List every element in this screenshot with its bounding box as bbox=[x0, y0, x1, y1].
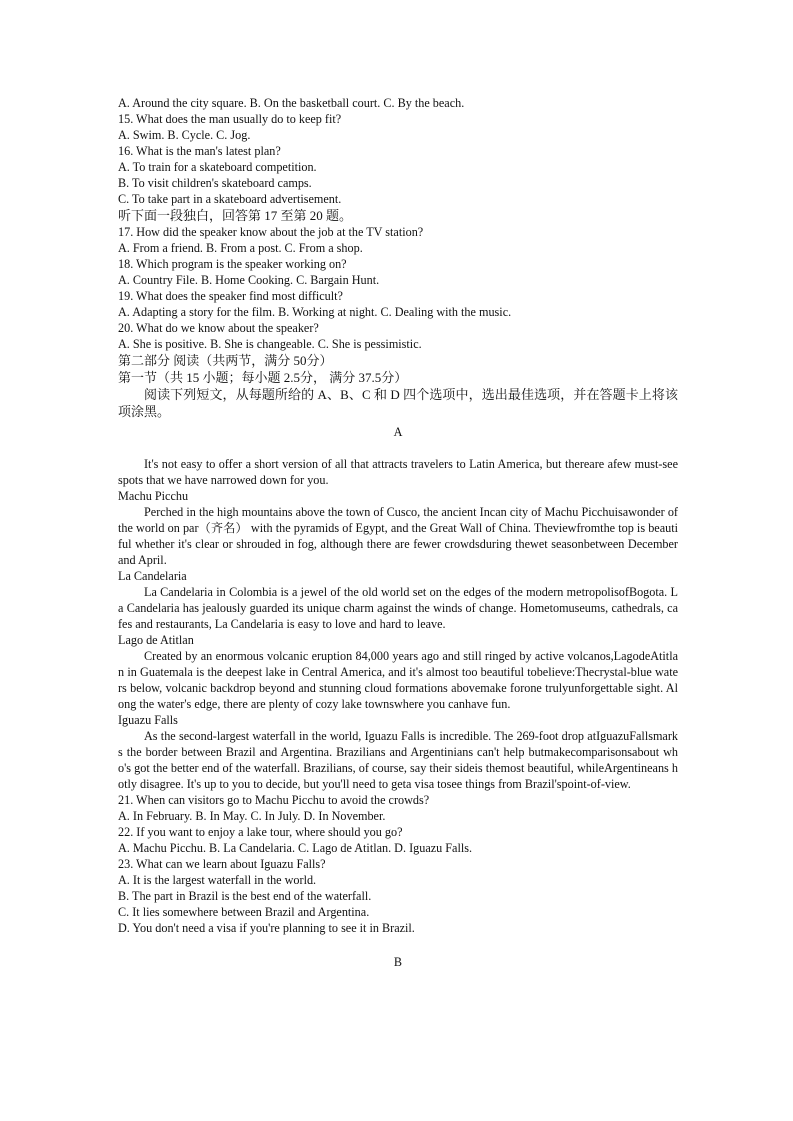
answer-option-q16-b: B. To visit children's skateboard camps. bbox=[118, 176, 312, 190]
answer-options-q21: A. In February. B. In May. C. In July. D. In November. bbox=[118, 809, 386, 823]
answer-options-q22: A. Machu Picchu. B. La Candelaria. C. Lago de Atitlan. D. Iguazu Falls. bbox=[118, 841, 473, 855]
answer-options-q17: A. From a friend. B. From a post. C. From a shop. bbox=[118, 241, 363, 255]
answer-options-q19: A. Adapting a story for the film. B. Working at night. C. Dealing with the music. bbox=[118, 305, 512, 319]
exam-page bbox=[118, 95, 678, 970]
section-heading-iguazu-falls: Iguazu Falls bbox=[118, 713, 178, 727]
section-text-machu-picchu: Perched in the high mountains above the town of Cusco, the ancient Incan city of Machu Picchuisawonder of the world on par（齐名） with the pyramids of Egypt, and the Great Wall of China. Theviewfromthe top is beautiful whether it's clear or shrouded in fog, although there are fewer crowdsduring thewet seasonbetween December and April. bbox=[118, 505, 678, 567]
section-heading-lago-de-atitlan: Lago de Atitlan bbox=[118, 633, 194, 647]
section-heading-la-candelaria: La Candelaria bbox=[118, 569, 187, 583]
passage-a bbox=[118, 456, 678, 792]
answer-options-q20: A. She is positive. B. She is changeable. C. She is pessimistic. bbox=[118, 337, 422, 351]
section-heading-machu-picchu: Machu Picchu bbox=[118, 489, 189, 503]
passage-a-label: A bbox=[393, 425, 403, 439]
passage-a-intro: It's not easy to offer a short version of all that attracts travelers to Latin America, but thereare afew must-see spots that we have narrowed down for you. bbox=[118, 457, 678, 487]
part2-heading: 第二部分 阅读（共两节，满分 50分） bbox=[118, 353, 333, 368]
question-20: 20. What do we know about the speaker? bbox=[118, 321, 319, 335]
question-16: 16. What is the man's latest plan? bbox=[118, 144, 281, 158]
question-15: 15. What does the man usually do to keep fit? bbox=[118, 112, 342, 126]
reading-instruction: 阅读下列短文，从每题所给的 A、B、C 和 D 四个选项中，选出最佳选项，并在答题卡上将该项涂黑。 bbox=[118, 387, 678, 419]
answer-option-q23-b: B. The part in Brazil is the best end of the waterfall. bbox=[118, 889, 372, 903]
question-18: 18. Which program is the speaker working on? bbox=[118, 257, 347, 271]
answer-options-q18: A. Country File. B. Home Cooking. C. Bargain Hunt. bbox=[118, 273, 380, 287]
answer-options-q15: A. Swim. B. Cycle. C. Jog. bbox=[118, 128, 251, 142]
question-22: 22. If you want to enjoy a lake tour, where should you go? bbox=[118, 825, 403, 839]
listening-section-monologue bbox=[118, 224, 678, 352]
question-23: 23. What can we learn about Iguazu Falls? bbox=[118, 857, 326, 871]
monologue-instruction: 听下面一段独白，回答第 17 至第 20 题。 bbox=[118, 208, 353, 223]
answer-option-q16-a: A. To train for a skateboard competition. bbox=[118, 160, 317, 174]
question-19: 19. What does the speaker find most difficult? bbox=[118, 289, 343, 303]
section-text-lago-de-atitlan: Created by an enormous volcanic eruption 84,000 years ago and still ringed by active volcanos,LagodeAtitlan in Guatemala is the deepest lake in Central America, and it's almost too beautiful tobelieve:Thecrystal-blue waters below, volcanic backdrop beyond and stunning cloud formations abovemake forone trulyunforgettable sight. Along the water's edge, there are plenty of cozy lake townswhere you canhave fun. bbox=[118, 649, 678, 711]
answer-option-q23-a: A. It is the largest waterfall in the world. bbox=[118, 873, 317, 887]
section-text-iguazu-falls: As the second-largest waterfall in the world, Iguazu Falls is incredible. The 269-foot drop atIguazuFallsmarks the border between Brazil and Argentina. Brazilians and Argentinians can't help butmakecomparisonsabout who's got the better end of the waterfall. Brazilians, of course, say their sideis themost beautiful, whileArgentineans hotly disagree. It's up to you to decide, but you'll need to geta visa tosee things from Brazil'spoint-of-view. bbox=[118, 729, 678, 791]
reading-questions bbox=[118, 792, 678, 936]
section1-heading: 第一节（共 15 小题；每小题 2.5分， 满分 37.5分） bbox=[118, 370, 408, 385]
answer-option-q23-c: C. It lies somewhere between Brazil and Argentina. bbox=[118, 905, 370, 919]
question-17: 17. How did the speaker know about the job at the TV station? bbox=[118, 225, 424, 239]
answer-option-q23-d: D. You don't need a visa if you're planning to see it in Brazil. bbox=[118, 921, 415, 935]
section-text-la-candelaria: La Candelaria in Colombia is a jewel of the old world set on the edges of the modern metropolisofBogota. La Candelaria has jealously guarded its unique charm against the winds of change. Hometomuseums, cathedrals, cafes and restaurants, La Candelaria is easy to love and hard to leave. bbox=[118, 585, 678, 631]
answer-option-q16-c: C. To take part in a skateboard advertisement. bbox=[118, 192, 342, 206]
answer-options-q14: A. Around the city square. B. On the basketball court. C. By the beach. bbox=[118, 96, 465, 110]
listening-section-top bbox=[118, 95, 678, 207]
question-21: 21. When can visitors go to Machu Picchu to avoid the crowds? bbox=[118, 793, 430, 807]
passage-b-label: B bbox=[393, 955, 403, 969]
